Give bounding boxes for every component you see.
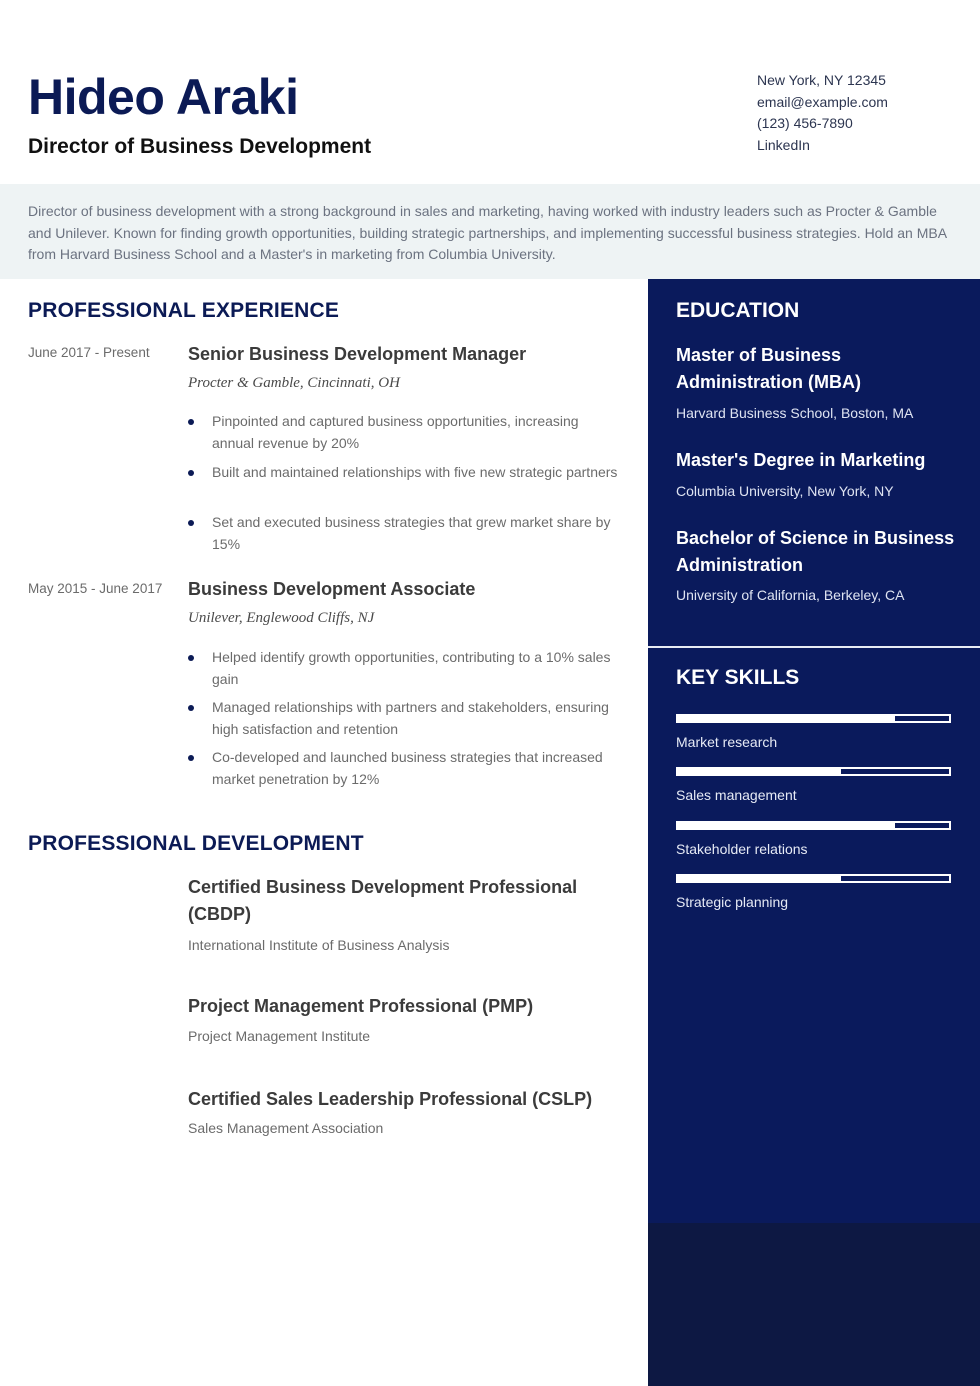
right-sidebar xyxy=(648,279,980,1386)
skill-meter xyxy=(676,821,951,830)
job-bullet: Set and executed business strategies that grew market share by 15% xyxy=(188,512,618,555)
contact-linkedin[interactable]: LinkedIn xyxy=(757,136,810,153)
education-school: University of California, Berkeley, CA xyxy=(676,587,905,603)
cert-org: Sales Management Association xyxy=(188,1120,384,1136)
skill-meter-fill xyxy=(678,876,841,881)
experience-heading: PROFESSIONAL EXPERIENCE xyxy=(28,299,340,322)
job-bullet: Pinpointed and captured business opportunities, increasing annual revenue by 20% xyxy=(188,411,618,454)
job-company: Procter & Gamble, Cincinnati, OH xyxy=(188,375,400,391)
job-bullet: Built and maintained relationships with five new strategic partners xyxy=(188,462,618,484)
cert-title: Certified Business Development Professional (CBDP) xyxy=(188,877,578,924)
cert-title: Project Management Professional (PMP) xyxy=(188,996,534,1016)
skill-meter-fill xyxy=(678,716,895,721)
contact-email[interactable]: email@example.com xyxy=(757,93,888,110)
contact-block xyxy=(757,70,888,156)
candidate-name: Hideo Araki xyxy=(28,69,299,125)
skill-meter xyxy=(676,714,951,723)
education-degree: Master of Business Administration (MBA) xyxy=(676,345,861,392)
resume-header xyxy=(0,0,980,184)
education-heading: EDUCATION xyxy=(676,299,800,322)
skill-meter-fill xyxy=(678,769,841,774)
education-school: Harvard Business School, Boston, MA xyxy=(676,405,914,421)
candidate-title: Director of Business Development xyxy=(28,135,372,158)
skill-name: Strategic planning xyxy=(676,894,789,910)
bullet-dot xyxy=(188,520,194,526)
job-bullet: Co-developed and launched business strategies that increased market penetration by 12% xyxy=(188,747,618,790)
bullet-dot xyxy=(188,655,194,661)
skill-meter xyxy=(676,767,951,776)
bullet-dot xyxy=(188,755,194,761)
skill-meter-fill xyxy=(678,823,895,828)
job-company: Unilever, Englewood Cliffs, NJ xyxy=(188,610,375,626)
summary: Director of business development with a strong background in sales and marketing, having worked with industry leaders such as Procter & Gamble and Unilever. Known for finding growth opportunities, building strategic partnerships, and implementing successful business strategies. Hold an MBA from Harvard Business School and a Master's in marketing from Columbia University. xyxy=(0,184,980,279)
education-degree: Master's Degree in Marketing xyxy=(676,450,926,470)
job-dates: June 2017 - Present xyxy=(28,345,150,360)
cert-org: International Institute of Business Analysis xyxy=(188,937,450,953)
contact-location: New York, NY 12345 xyxy=(757,72,886,88)
contact-phone: (123) 456-7890 xyxy=(757,115,853,131)
education-degree: Bachelor of Science in Business Administration xyxy=(676,528,955,575)
skill-name: Stakeholder relations xyxy=(676,841,808,857)
job-bullet: Helped identify growth opportunities, contributing to a 10% sales gain xyxy=(188,647,618,690)
bullet-dot xyxy=(188,419,194,425)
skills-heading: KEY SKILLS xyxy=(676,666,800,689)
bullet-dot xyxy=(188,470,194,476)
bullet-dot xyxy=(188,705,194,711)
skill-name: Market research xyxy=(676,734,778,750)
sidebar-divider xyxy=(648,646,980,648)
cert-title: Certified Sales Leadership Professional (CSLP) xyxy=(188,1089,593,1109)
skill-name: Sales management xyxy=(676,787,797,803)
job-title: Senior Business Development Manager xyxy=(188,344,527,364)
job-dates: May 2015 - June 2017 xyxy=(28,581,163,596)
cert-org: Project Management Institute xyxy=(188,1028,371,1044)
job-bullet: Managed relationships with partners and stakeholders, ensuring high satisfaction and retention xyxy=(188,697,618,740)
development-heading: PROFESSIONAL DEVELOPMENT xyxy=(28,832,364,855)
skill-meter xyxy=(676,874,951,883)
sidebar-footer xyxy=(648,1223,980,1386)
job-title: Business Development Associate xyxy=(188,579,476,599)
education-school: Columbia University, New York, NY xyxy=(676,483,894,499)
